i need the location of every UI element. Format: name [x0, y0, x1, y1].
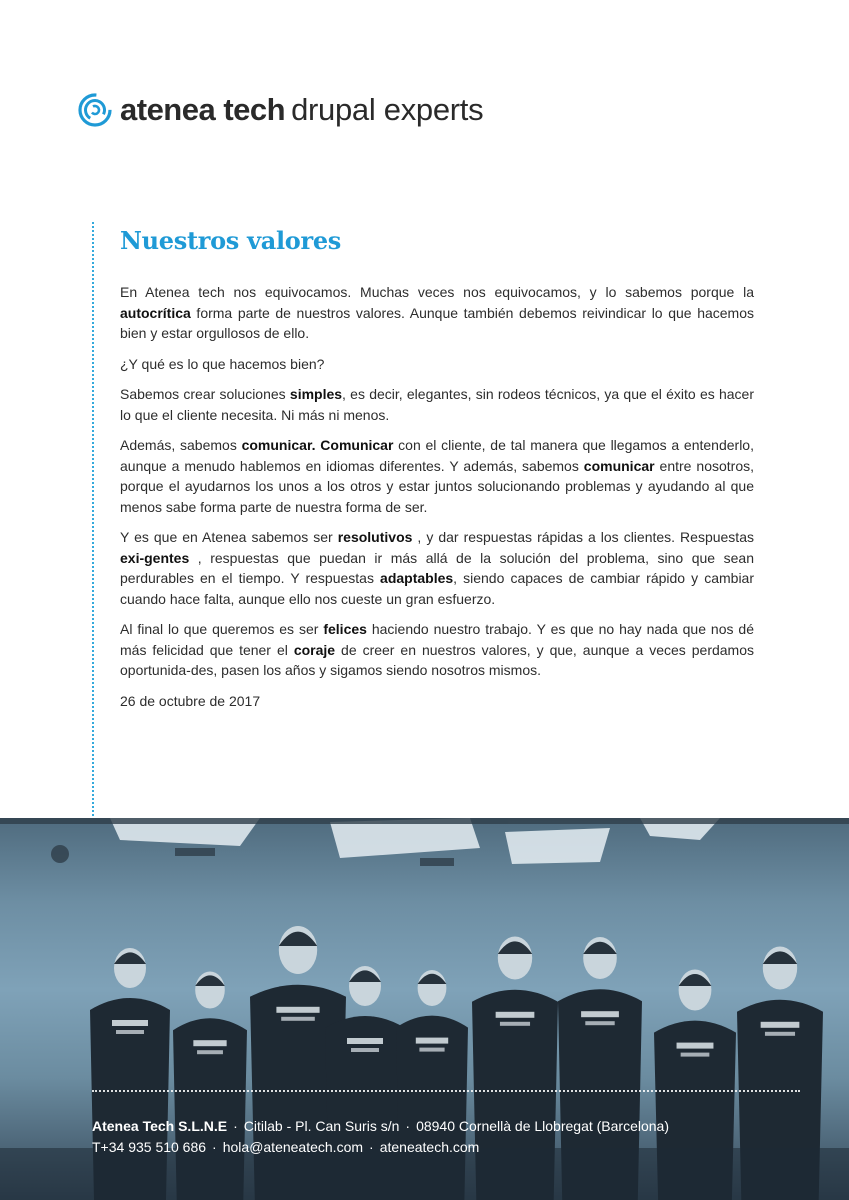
body-text: Al final lo que queremos es ser — [120, 621, 324, 637]
emphasis-text: resolutivos — [337, 529, 413, 545]
body-text: ¿Y qué es lo que hacemos bien? — [120, 355, 325, 372]
footer-company: Atenea Tech S.L.N.E — [92, 1118, 228, 1134]
emphasis-text: adaptables — [380, 570, 454, 586]
body-text: , siendo capaces de cambiar rápido y cambiar cuando hace falta, aunque ello nos cueste un gran esfuerzo. — [120, 570, 755, 607]
page-title: Nuestros valores — [120, 226, 342, 255]
footer — [92, 1116, 792, 1158]
article-paragraph — [120, 527, 754, 609]
company-logo — [78, 92, 483, 128]
emphasis-text: felices — [323, 621, 367, 637]
logo-tagline: drupal experts — [291, 92, 484, 127]
body-text: Y es que en Atenea sabemos ser — [120, 529, 338, 545]
logo-wordmark — [120, 92, 483, 128]
emphasis-text: comunicar — [583, 457, 655, 474]
body-text: de creer en nuestros valores, y que, aunque a veces perdamos oportunida-des, pasen los años y sigamos siendo nosotros mismos. — [120, 641, 755, 678]
dotted-guide-horizontal — [92, 1090, 800, 1092]
body-text: Sabemos crear soluciones — [120, 386, 290, 402]
footer-phone: T+34 935 510 686 — [92, 1139, 207, 1155]
emphasis-text: autocrítica — [120, 304, 191, 321]
body-text: En Atenea tech nos equivocamos. Muchas veces nos equivocamos, y lo sabemos porque la — [120, 284, 754, 300]
body-text: , es decir, elegantes, sin rodeos técnicos, ya que el éxito es hacer lo que el cliente necesita. Ni más ni menos. — [120, 386, 754, 423]
body-text: entre nosotros, porque el ayudarnos los unos a los otros y estar juntos solucionando problemas y ayudando al que menos sabe forma parte de nuestra forma de ser. — [120, 457, 754, 515]
body-text: forma parte de nuestros valores. Aunque también debemos reivindicar lo que hacemos bien y estar orgullosos de ello. — [120, 304, 754, 341]
article — [120, 226, 754, 711]
swirl-logo-icon — [78, 93, 112, 127]
body-text: , respuestas que puedan ir más allá de la solución del problema, sino que sean perdurables en el tiempo. Y respuestas — [120, 549, 754, 586]
ceiling-lights — [110, 818, 720, 864]
footer-postal: 08940 Cornellà de Llobregat (Barcelona) — [416, 1118, 670, 1134]
footer-line-2: T+34 935 510 686 · hola@ateneatech.com · ateneatech.com — [92, 1139, 480, 1155]
footer-address: Citilab - Pl. Can Suris s/n — [243, 1118, 400, 1134]
body-text: haciendo nuestro trabajo. Y es que no hay nada que nos dé más felicidad que tener el — [120, 621, 754, 658]
emphasis-text: coraje — [293, 641, 336, 658]
emphasis-text: simples — [289, 386, 343, 402]
emphasis-text: exi-gentes — [120, 549, 190, 566]
article-date: 26 de octubre de 2017 — [120, 692, 261, 709]
article-body — [120, 282, 754, 681]
footer-line-1: Atenea Tech S.L.N.E · Citilab - Pl. Can Suris s/n · 08940 Cornellà de Llobregat (Barcelona) — [92, 1118, 670, 1134]
article-paragraph — [120, 619, 754, 681]
article-paragraph — [120, 354, 754, 375]
article-paragraph — [120, 384, 754, 425]
logo-brand: atenea tech — [120, 92, 286, 127]
article-paragraph — [120, 282, 754, 344]
body-text: con el cliente, de tal manera que llegamos a entenderlo, aunque a menudo hablemos en idiomas diferentes. Y además, sabemos — [120, 437, 754, 474]
body-text: , y dar respuestas rápidas a los clientes. Respuestas — [412, 529, 754, 545]
footer-website[interactable]: ateneatech.com — [379, 1139, 480, 1155]
footer-email[interactable]: hola@ateneatech.com — [222, 1139, 364, 1155]
emphasis-text: comunicar. Comunicar — [241, 437, 394, 453]
body-text: Además, sabemos — [120, 437, 242, 453]
article-paragraph — [120, 435, 754, 517]
